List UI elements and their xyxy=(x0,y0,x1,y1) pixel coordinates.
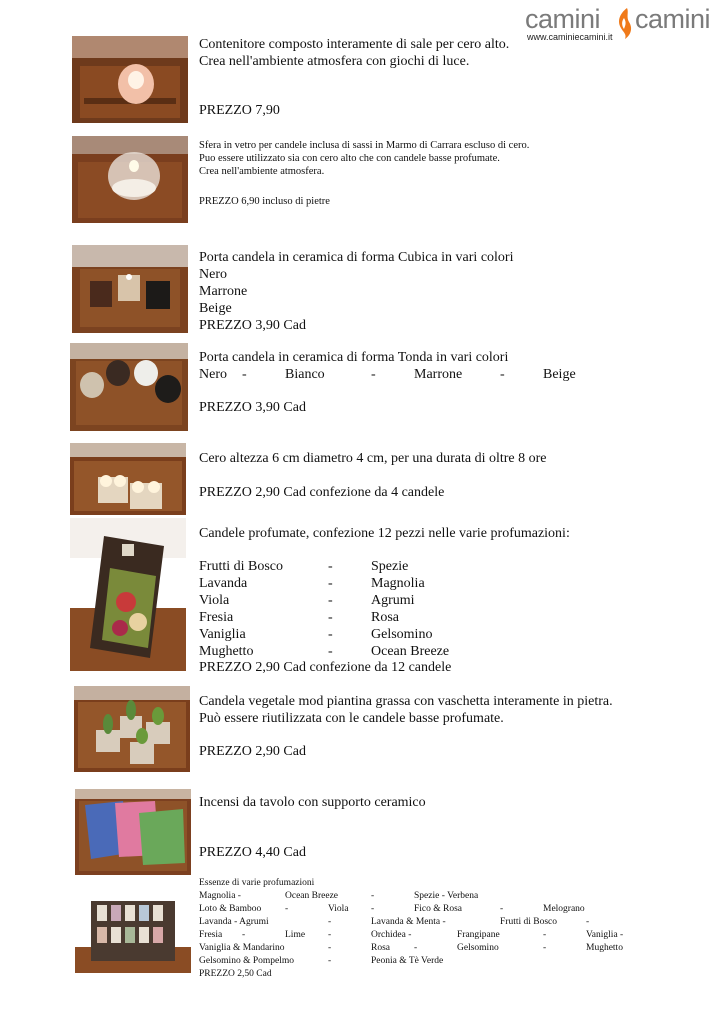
scent-name: Magnolia xyxy=(371,576,425,591)
essence-separator: - xyxy=(328,956,332,966)
item-succulent-description xyxy=(199,693,613,727)
item-essences-title: Essenze di varie profumazioni xyxy=(199,878,315,888)
item-scented-title: Candele profumate, confezione 12 pezzi nelle varie profumazioni: xyxy=(199,526,570,541)
essence-separator: - xyxy=(500,904,504,914)
essence-separator: - xyxy=(543,930,547,940)
item-scented-price: PREZZO 2,90 Cad confezione da 12 candele xyxy=(199,660,452,675)
essence-separator: - xyxy=(285,904,289,914)
caminiecamini-logo xyxy=(525,4,721,46)
item-round-holder-price: PREZZO 3,90 Cad xyxy=(199,400,306,415)
essence: Melograno xyxy=(543,904,585,914)
essence-separator: - xyxy=(414,943,418,953)
scent-name: Agrumi xyxy=(371,593,415,608)
logo-word-left: camini xyxy=(525,4,601,34)
scent-list-left xyxy=(199,558,283,660)
essence-separator: - xyxy=(328,917,332,927)
text-line: Nero xyxy=(199,267,227,282)
item-round-holder-title: Porta candela in ceramica di forma Tonda in vari colori xyxy=(199,350,509,365)
product-photo-essences xyxy=(75,887,191,973)
scent-name: Frutti di Bosco xyxy=(199,559,284,574)
essence: Lavanda & Menta - xyxy=(371,917,446,927)
item-succulent-price: PREZZO 2,90 Cad xyxy=(199,744,306,759)
scent-name: Rosa xyxy=(371,610,399,625)
item-candle-4-price: PREZZO 2,90 Cad confezione da 4 candele xyxy=(199,485,445,500)
text-line: Crea nell'ambiente atmosfera con giochi di luce. xyxy=(199,54,470,69)
item-incense-price: PREZZO 4,40 Cad xyxy=(199,845,306,860)
essence: Gelsomino & Pompelmo xyxy=(199,956,294,966)
color-nero: Nero xyxy=(199,367,227,382)
logo-url: www.caminiecamini.it xyxy=(527,32,613,42)
text-line: Candela vegetale mod piantina grassa con vaschetta interamente in pietra. xyxy=(199,694,613,709)
product-photo-round-holders xyxy=(70,343,188,431)
item-candle-4-description: Cero altezza 6 cm diametro 4 cm, per una durata di oltre 8 ore xyxy=(199,451,547,466)
essence: Magnolia - xyxy=(199,891,241,901)
scent-list-right xyxy=(371,558,449,660)
essence: Mughetto xyxy=(586,943,623,953)
essence: Vaniglia - xyxy=(586,930,624,940)
scent-name: Gelsomino xyxy=(371,627,433,642)
flame-icon xyxy=(613,6,635,40)
color-separator: - xyxy=(500,367,505,382)
scent-separator: - xyxy=(328,644,333,659)
scent-list-separators xyxy=(328,558,333,660)
scent-name: Fresia xyxy=(199,610,234,625)
essence: Vaniglia & Mandarino xyxy=(199,943,285,953)
scent-name: Viola xyxy=(199,593,230,608)
product-photo-scented-box xyxy=(70,518,186,671)
text-line: Beige xyxy=(199,301,232,316)
product-photo-cubic-holders xyxy=(72,245,188,333)
essence: Loto & Bamboo xyxy=(199,904,262,914)
essence: Rosa xyxy=(371,943,390,953)
essence: Ocean Breeze xyxy=(285,891,339,901)
product-photo-glass-sphere xyxy=(72,136,188,223)
text-line: Può essere riutilizzata con le candele basse profumate. xyxy=(199,711,504,726)
essence: Peonia & Tè Verde xyxy=(371,956,444,966)
scent-separator: - xyxy=(328,593,333,608)
essence-separator: - xyxy=(328,930,332,940)
essence-separator: - xyxy=(242,930,246,940)
scent-name: Ocean Breeze xyxy=(371,644,450,659)
essence: Lime xyxy=(285,930,306,940)
scent-separator: - xyxy=(328,559,333,574)
item-salt-holder-description xyxy=(199,36,509,70)
essence: Fresia xyxy=(199,930,223,940)
color-separator: - xyxy=(242,367,247,382)
item-incense-description: Incensi da tavolo con supporto ceramico xyxy=(199,795,426,810)
color-marrone: Marrone xyxy=(414,367,463,382)
essence-separator: - xyxy=(328,943,332,953)
product-photo-salt-holder xyxy=(72,36,188,123)
scent-separator: - xyxy=(328,610,333,625)
color-separator: - xyxy=(371,367,376,382)
essence: Viola xyxy=(328,904,349,914)
essence-separator: - xyxy=(371,891,375,901)
color-bianco: Bianco xyxy=(285,367,325,382)
scent-name: Lavanda xyxy=(199,576,248,591)
essence: Frutti di Bosco xyxy=(500,917,558,927)
logo-word-right: camini xyxy=(635,4,711,34)
scent-name: Mughetto xyxy=(199,644,254,659)
essence: Gelsomino xyxy=(457,943,499,953)
scent-separator: - xyxy=(328,627,333,642)
text-line: Sfera in vetro per candele inclusa di sassi in Marmo di Carrara escluso di cero. xyxy=(199,140,530,151)
text-line: Porta candela in ceramica di forma Cubica in vari colori xyxy=(199,250,514,265)
essence: Spezie - Verbena xyxy=(414,891,479,901)
scent-name: Spezie xyxy=(371,559,409,574)
item-essences-price: PREZZO 2,50 Cad xyxy=(199,969,272,979)
product-photo-succulent-candles xyxy=(74,686,190,772)
color-beige: Beige xyxy=(543,367,576,382)
essence-separator: - xyxy=(586,917,590,927)
essence-separator: - xyxy=(371,904,375,914)
essence: Frangipane xyxy=(457,930,500,940)
item-cubic-holder-description xyxy=(199,249,513,334)
text-line: Marrone xyxy=(199,284,248,299)
item-cubic-holder-price: PREZZO 3,90 Cad xyxy=(199,318,306,333)
item-glass-sphere-description xyxy=(199,139,529,178)
essence-separator: - xyxy=(543,943,547,953)
text-line: Puo essere utilizzato sia con cero alto che con candele basse profumate. xyxy=(199,153,500,164)
product-photo-candles-4 xyxy=(70,443,186,515)
essence: Fico & Rosa xyxy=(414,904,463,914)
item-glass-sphere-price: PREZZO 6,90 incluso di pietre xyxy=(199,196,330,207)
scent-name: Vaniglia xyxy=(199,627,246,642)
essence: Lavanda - Agrumi xyxy=(199,917,269,927)
scent-separator: - xyxy=(328,576,333,591)
text-line: Contenitore composto interamente di sale per cero alto. xyxy=(199,37,510,52)
essence: Orchidea - xyxy=(371,930,412,940)
text-line: Crea nell'ambiente atmosfera. xyxy=(199,166,325,177)
item-salt-holder-price: PREZZO 7,90 xyxy=(199,103,280,118)
product-photo-incense xyxy=(75,789,191,875)
